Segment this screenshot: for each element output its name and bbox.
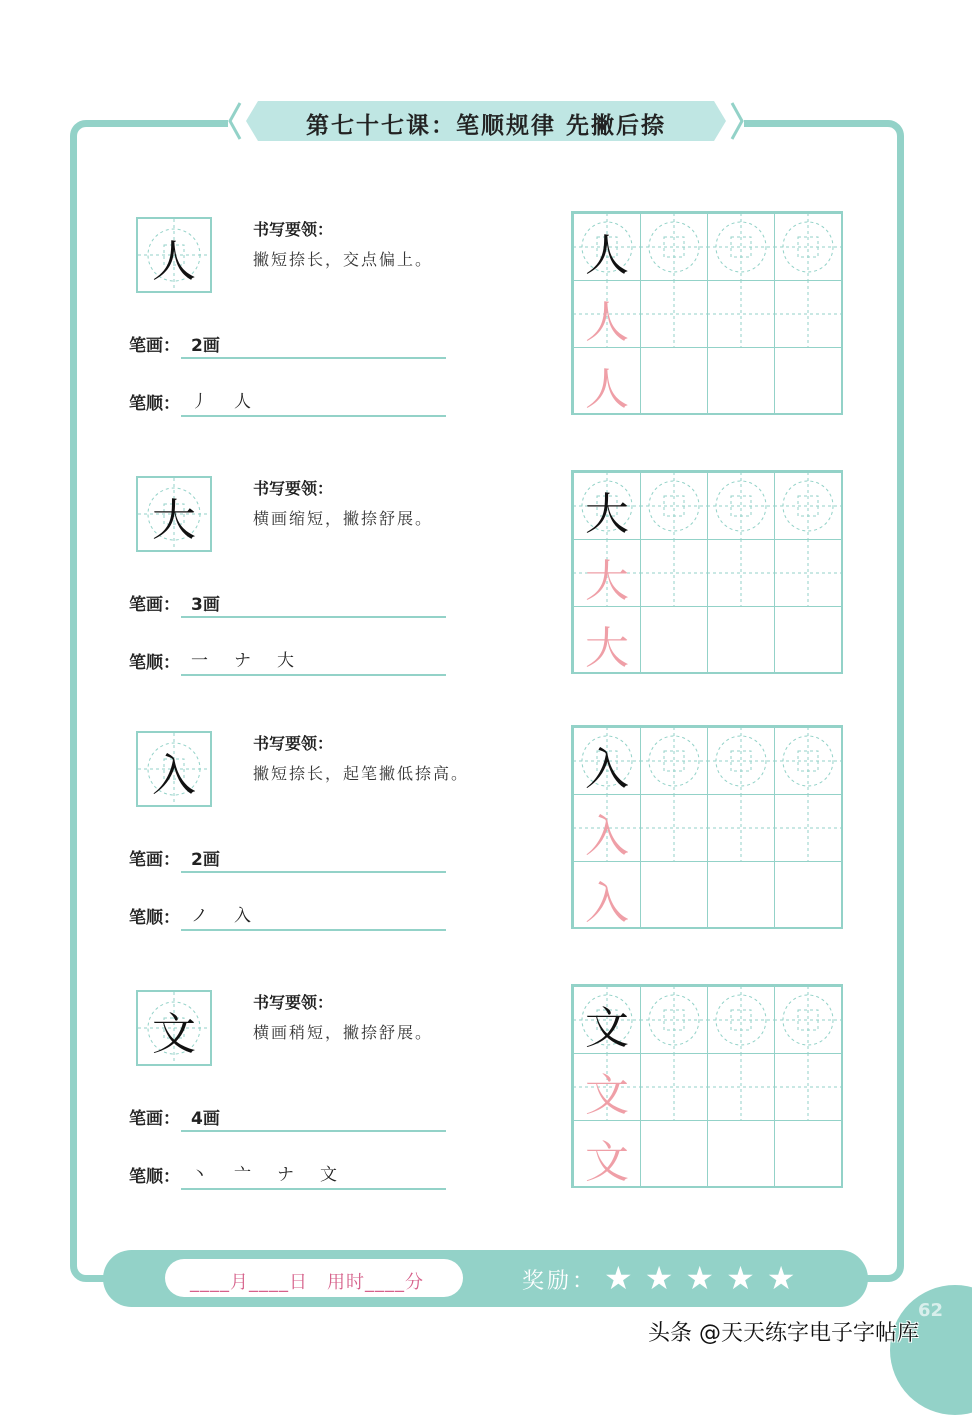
stroke-step: 丿 <box>191 392 208 412</box>
grid-guide <box>640 794 708 862</box>
star-icon[interactable]: ★ <box>644 1259 674 1297</box>
grid-guide <box>640 1120 708 1188</box>
model-char: 入 <box>152 750 196 801</box>
model-char-box <box>136 217 212 293</box>
grid-guide <box>707 794 775 862</box>
tips-title: 书写要领： <box>253 734 334 753</box>
model-char: 人 <box>585 230 629 281</box>
grid-guide <box>707 280 775 348</box>
trace-char: 大 <box>585 556 629 607</box>
practice-cell[interactable] <box>707 280 775 348</box>
grid-guide <box>774 213 842 281</box>
practice-cell[interactable] <box>640 861 708 929</box>
grid-guide <box>707 861 775 929</box>
tips-text: 撇短捺长，起笔撇低捺高。 <box>253 764 470 783</box>
stroke-step: 一 <box>191 651 208 671</box>
practice-cell[interactable] <box>707 606 775 674</box>
stroke-step: 入 <box>234 906 251 926</box>
practice-grid <box>571 984 843 1188</box>
practice-cell[interactable] <box>707 347 775 415</box>
practice-cell[interactable] <box>640 1053 708 1121</box>
trace-char: 人 <box>585 364 629 415</box>
grid-guide <box>640 280 708 348</box>
grid-guide <box>774 347 842 415</box>
practice-cell[interactable] <box>573 986 641 1054</box>
reward-stars <box>604 1259 796 1297</box>
trace-char: 入 <box>585 811 629 862</box>
strokes-field[interactable] <box>181 590 446 618</box>
model-char: 文 <box>152 1009 196 1060</box>
tips-title: 书写要领： <box>253 993 334 1012</box>
strokes-label: 笔画： <box>129 1109 180 1129</box>
page-title: 第七十七课：笔顺规律 先撇后捺 <box>305 113 666 139</box>
practice-cell[interactable] <box>707 213 775 281</box>
grid-guide <box>707 1120 775 1188</box>
strokes-field[interactable] <box>181 845 446 873</box>
grid-guide <box>640 1053 708 1121</box>
grid-guide <box>707 606 775 674</box>
practice-cell[interactable] <box>573 280 641 348</box>
practice-grid <box>571 470 843 674</box>
stroke-order <box>191 646 320 671</box>
strokes-label: 笔画： <box>129 595 180 615</box>
model-char: 大 <box>152 495 196 546</box>
practice-cell[interactable] <box>640 727 708 795</box>
grid-guide <box>707 539 775 607</box>
grid-guide <box>707 213 775 281</box>
stroke-order <box>191 901 277 926</box>
grid-guide <box>774 539 842 607</box>
practice-cell[interactable] <box>640 280 708 348</box>
practice-cell[interactable] <box>707 539 775 607</box>
practice-cell[interactable] <box>640 1120 708 1188</box>
strokes-label: 笔画： <box>129 336 180 356</box>
star-icon[interactable]: ★ <box>604 1259 633 1297</box>
grid-guide <box>640 472 708 540</box>
grid-guide <box>640 539 708 607</box>
grid-guide <box>640 727 708 795</box>
practice-cell[interactable] <box>707 472 775 540</box>
practice-cell[interactable] <box>774 606 842 674</box>
grid-guide <box>774 280 842 348</box>
practice-cell[interactable] <box>774 727 842 795</box>
order-label: 笔顺： <box>129 1167 180 1187</box>
reward-label: 奖励： <box>522 1269 598 1294</box>
grid-guide <box>640 347 708 415</box>
lesson-block-2 <box>0 466 972 676</box>
grid-guide <box>707 986 775 1054</box>
grid-guide <box>640 986 708 1054</box>
practice-cell[interactable] <box>573 606 641 674</box>
strokes-value: 4画 <box>191 1109 220 1129</box>
grid-guide <box>707 347 775 415</box>
practice-cell[interactable] <box>774 1053 842 1121</box>
grid-guide <box>707 472 775 540</box>
practice-cell[interactable] <box>573 213 641 281</box>
star-icon[interactable]: ★ <box>766 1259 796 1297</box>
practice-cell[interactable] <box>573 472 641 540</box>
page-number: 62 <box>918 1300 944 1321</box>
practice-cell[interactable] <box>640 794 708 862</box>
practice-grid <box>571 211 843 415</box>
practice-cell[interactable] <box>640 606 708 674</box>
model-char: 人 <box>152 236 196 287</box>
stroke-step: ナ <box>234 651 251 671</box>
practice-cell[interactable] <box>774 986 842 1054</box>
model-char: 文 <box>585 1003 629 1054</box>
grid-guide <box>774 606 842 674</box>
model-char-box <box>136 476 212 552</box>
practice-cell[interactable] <box>640 213 708 281</box>
trace-char: 文 <box>585 1070 629 1121</box>
grid-guide <box>774 861 842 929</box>
star-icon[interactable]: ★ <box>685 1259 715 1297</box>
practice-cell[interactable] <box>774 539 842 607</box>
lesson-block-4 <box>0 980 972 1190</box>
grid-guide <box>640 606 708 674</box>
grid-guide <box>774 472 842 540</box>
grid-guide <box>774 794 842 862</box>
practice-cell[interactable] <box>707 727 775 795</box>
stroke-step: 亠 <box>234 1165 251 1185</box>
model-char: 大 <box>585 489 629 540</box>
practice-cell[interactable] <box>774 472 842 540</box>
strokes-field[interactable] <box>181 331 446 359</box>
model-char: 入 <box>585 744 629 795</box>
grid-guide <box>707 727 775 795</box>
trace-char: 大 <box>585 623 629 674</box>
stroke-step: 文 <box>320 1165 337 1185</box>
stroke-step: ノ <box>191 906 208 926</box>
stroke-step: ナ <box>277 1165 294 1185</box>
practice-cell[interactable] <box>774 280 842 348</box>
tips-title: 书写要领： <box>253 220 334 239</box>
tips-text: 横画缩短，撇捺舒展。 <box>253 509 434 528</box>
grid-guide <box>640 213 708 281</box>
lesson-block-3 <box>0 721 972 931</box>
practice-cell[interactable] <box>573 861 641 929</box>
practice-cell[interactable] <box>640 472 708 540</box>
lesson-title-banner <box>228 101 744 141</box>
star-icon[interactable]: ★ <box>726 1259 755 1297</box>
grid-guide <box>774 727 842 795</box>
practice-cell[interactable] <box>707 794 775 862</box>
practice-grid <box>571 725 843 929</box>
practice-cell[interactable] <box>573 539 641 607</box>
date-time-fields[interactable]: ____月____日 用时____分 <box>190 1272 424 1293</box>
stroke-order <box>191 387 277 412</box>
tips-text: 横画稍短，撇捺舒展。 <box>253 1023 434 1042</box>
practice-cell[interactable] <box>573 347 641 415</box>
grid-guide <box>774 1053 842 1121</box>
stroke-step: 丶 <box>191 1165 208 1185</box>
practice-cell[interactable] <box>774 861 842 929</box>
grid-guide <box>774 1120 842 1188</box>
model-char-box <box>136 990 212 1066</box>
practice-cell[interactable] <box>640 986 708 1054</box>
stroke-step: 大 <box>277 651 294 671</box>
order-label: 笔顺： <box>129 908 180 928</box>
stroke-step: 人 <box>234 392 251 412</box>
strokes-value: 3画 <box>191 595 220 615</box>
lesson-block-1 <box>0 207 972 417</box>
order-label: 笔顺： <box>129 394 180 414</box>
trace-char: 人 <box>585 297 629 348</box>
strokes-value: 2画 <box>191 850 220 870</box>
grid-guide <box>640 861 708 929</box>
practice-cell[interactable] <box>707 861 775 929</box>
practice-cell[interactable] <box>707 986 775 1054</box>
strokes-label: 笔画： <box>129 850 180 870</box>
practice-cell[interactable] <box>640 347 708 415</box>
practice-cell[interactable] <box>573 1120 641 1188</box>
watermark: 头条 @天天练字电子字帖库 <box>648 1321 919 1346</box>
practice-cell[interactable] <box>707 1120 775 1188</box>
practice-cell[interactable] <box>774 347 842 415</box>
stroke-order <box>191 1160 363 1185</box>
practice-cell[interactable] <box>573 727 641 795</box>
model-char-box <box>136 731 212 807</box>
practice-cell[interactable] <box>774 794 842 862</box>
grid-guide <box>774 986 842 1054</box>
grid-guide <box>707 1053 775 1121</box>
order-label: 笔顺： <box>129 653 180 673</box>
practice-cell[interactable] <box>573 794 641 862</box>
practice-cell[interactable] <box>774 1120 842 1188</box>
tips-text: 撇短捺长，交点偏上。 <box>253 250 434 269</box>
practice-cell[interactable] <box>640 539 708 607</box>
strokes-field[interactable] <box>181 1104 446 1132</box>
practice-cell[interactable] <box>573 1053 641 1121</box>
trace-char: 入 <box>585 878 629 929</box>
trace-char: 文 <box>585 1137 629 1188</box>
strokes-value: 2画 <box>191 336 220 356</box>
practice-cell[interactable] <box>707 1053 775 1121</box>
tips-title: 书写要领： <box>253 479 334 498</box>
practice-cell[interactable] <box>774 213 842 281</box>
